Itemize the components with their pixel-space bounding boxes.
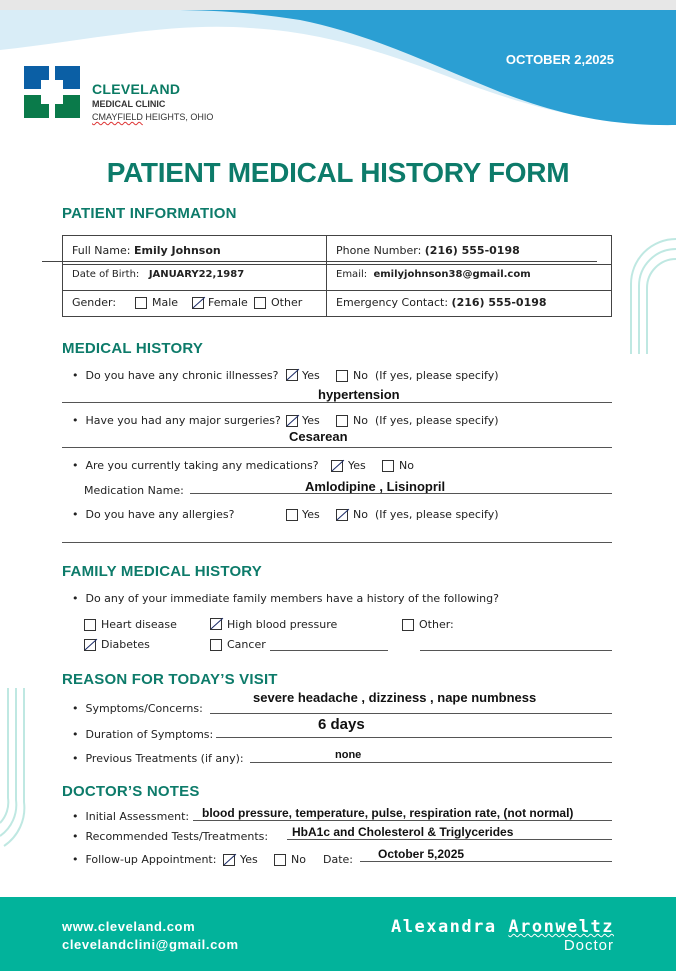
full-name-cell: Full Name: Emily Johnson	[72, 244, 221, 257]
allergies-no-checkbox[interactable]	[336, 509, 348, 521]
chronic-yes-checkbox[interactable]	[286, 369, 298, 381]
initial-assessment-answer[interactable]: blood pressure, temperature, pulse, respiration rate, (not normal)	[202, 806, 574, 820]
cancer-line[interactable]	[270, 650, 388, 651]
chronic-specify: (If yes, please specify)	[375, 369, 499, 382]
cancer-checkbox[interactable]	[210, 639, 222, 651]
patient-info-heading: PATIENT INFORMATION	[62, 205, 237, 222]
initial-assessment-label: • Initial Assessment:	[72, 810, 190, 823]
other-label: Other:	[419, 618, 454, 631]
surgery-specify: (If yes, please specify)	[375, 414, 499, 427]
allergies-question: • Do you have any allergies?	[72, 508, 235, 521]
allergies-yes-label: Yes	[302, 508, 320, 521]
medical-history-heading: MEDICAL HISTORY	[62, 340, 204, 357]
surgery-no-label: No	[353, 414, 368, 427]
phone-cell: Phone Number: (216) 555-0198	[336, 244, 520, 257]
gender-other-label: Other	[271, 296, 303, 309]
medications-yes-checkbox[interactable]	[331, 460, 343, 472]
symptoms-answer[interactable]: severe headache , dizziness , nape numbness	[253, 690, 537, 705]
followup-date-label: Date:	[323, 853, 353, 866]
duration-answer[interactable]: 6 days	[318, 716, 365, 733]
surgery-no-checkbox[interactable]	[336, 415, 348, 427]
clinic-location-rest: HEIGHTS, OHIO	[142, 112, 214, 122]
gender-label: Gender:	[72, 296, 117, 309]
surgery-question: • Have you had any major surgeries?	[72, 414, 281, 427]
tests-answer[interactable]: HbA1c and Cholesterol & Triglycerides	[292, 825, 514, 839]
high-bp-checkbox[interactable]	[210, 618, 222, 630]
patient-info-table	[62, 235, 612, 317]
form-date: OCTOBER 2,2025	[505, 52, 614, 67]
other-line[interactable]	[420, 650, 612, 651]
gender-other-checkbox[interactable]	[254, 297, 266, 309]
chronic-question: • Do you have any chronic illnesses?	[72, 369, 279, 382]
diabetes-label: Diabetes	[101, 638, 150, 651]
allergies-specify: (If yes, please specify)	[375, 508, 499, 521]
dob-value[interactable]: JANUARY22,1987	[148, 269, 245, 280]
gender-male-label: Male	[152, 296, 179, 309]
diabetes-checkbox[interactable]	[84, 639, 96, 651]
followup-no-checkbox[interactable]	[274, 854, 286, 866]
chronic-no-label: No	[353, 369, 368, 382]
followup-yes-label: Yes	[240, 853, 258, 866]
emergency-value[interactable]: (216) 555-0198	[451, 296, 547, 309]
family-question: • Do any of your immediate family members have a history of the following?	[72, 592, 499, 605]
doctor-notes-heading: DOCTOR’S NOTES	[62, 783, 200, 800]
visit-heading: REASON FOR TODAY’S VISIT	[62, 671, 278, 688]
doctor-role: Doctor	[563, 937, 614, 954]
left-arc-decoration	[0, 688, 45, 848]
email-value[interactable]: emilyjohnson38@gmail.com	[373, 269, 531, 280]
allergies-yes-checkbox[interactable]	[286, 509, 298, 521]
medications-question: • Are you currently taking any medications?	[72, 459, 319, 472]
other-checkbox[interactable]	[402, 619, 414, 631]
previous-treatments-answer[interactable]: none	[335, 749, 362, 761]
gender-female-checkbox[interactable]	[192, 297, 204, 309]
clinic-logo	[24, 66, 80, 118]
chronic-no-checkbox[interactable]	[336, 370, 348, 382]
clinic-subtitle: MEDICAL CLINIC	[92, 99, 166, 109]
medications-no-checkbox[interactable]	[382, 460, 394, 472]
cancer-label: Cancer	[227, 638, 266, 651]
heart-disease-label: Heart disease	[101, 618, 177, 631]
clinic-location	[92, 112, 213, 122]
page-title: PATIENT MEDICAL HISTORY FORM	[106, 157, 570, 188]
allergies-no-label: No	[353, 508, 368, 521]
gender-male-checkbox[interactable]	[135, 297, 147, 309]
followup-yes-checkbox[interactable]	[223, 854, 235, 866]
doctor-name: Alexandra Aronweltz	[391, 917, 614, 937]
previous-treatments-label: • Previous Treatments (if any):	[72, 752, 244, 765]
right-arc-decoration	[626, 234, 676, 354]
family-history-heading: FAMILY MEDICAL HISTORY	[62, 563, 262, 580]
duration-label: • Duration of Symptoms:	[72, 728, 214, 741]
symptoms-label: • Symptoms/Concerns:	[72, 702, 203, 715]
email-cell: Email: emilyjohnson38@gmail.com	[336, 269, 531, 280]
medication-name-label: Medication Name:	[84, 484, 184, 497]
tests-label: • Recommended Tests/Treatments:	[72, 830, 269, 843]
footer	[0, 897, 676, 971]
surgery-answer[interactable]: Cesarean	[289, 429, 348, 444]
surgery-yes-label: Yes	[302, 414, 320, 427]
full-name-value[interactable]: Emily Johnson	[133, 244, 221, 257]
heart-disease-checkbox[interactable]	[84, 619, 96, 631]
footer-website[interactable]: www.cleveland.com	[62, 919, 196, 934]
clinic-location-prefix: CMAYFIELD	[92, 112, 143, 122]
medications-yes-label: Yes	[348, 459, 366, 472]
gender-female-label: Female	[208, 296, 248, 309]
clinic-name: CLEVELAND	[92, 81, 181, 97]
followup-date-answer[interactable]: October 5,2025	[378, 847, 465, 861]
dob-cell: Date of Birth: JANUARY22,1987	[72, 269, 245, 280]
chronic-yes-label: Yes	[302, 369, 320, 382]
surgery-yes-checkbox[interactable]	[286, 415, 298, 427]
medication-name-answer[interactable]: Amlodipine , Lisinopril	[305, 479, 446, 494]
followup-no-label: No	[291, 853, 306, 866]
chronic-answer[interactable]: hypertension	[318, 387, 400, 402]
emergency-cell: Emergency Contact: (216) 555-0198	[336, 296, 547, 309]
high-bp-label: High blood pressure	[227, 618, 338, 631]
phone-value[interactable]: (216) 555-0198	[424, 244, 520, 257]
medications-no-label: No	[399, 459, 414, 472]
footer-email[interactable]: clevelandclini@gmail.com	[62, 937, 239, 952]
followup-label: • Follow-up Appointment:	[72, 853, 217, 866]
